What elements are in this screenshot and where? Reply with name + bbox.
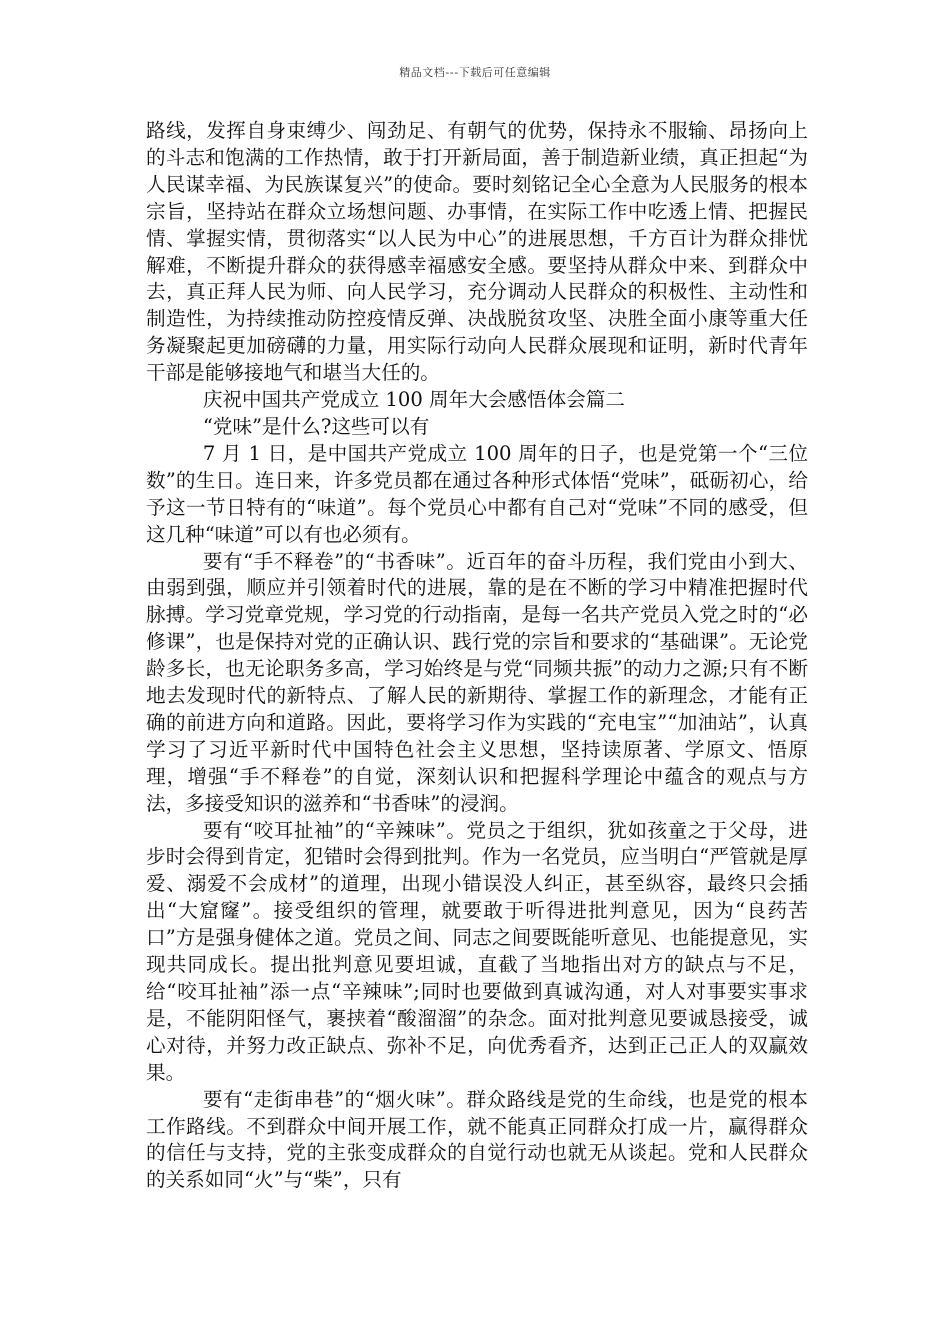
section-subheading: “党味”是什么?这些可以有 bbox=[202, 414, 430, 438]
paragraph-continuation: 路线，发挥自身束缚少、闯劲足、有朝气的优势，保持永不服输、昂扬向上的斗志和饱满的工作热情，敢于打开新局面，善于制造新业绩，真正担起“为人民谋幸福、为民族谋复兴”的使命。要时刻铭记全心全意为人民服务的根本宗旨，坚持站在群众立场想问题、办事情，在实际工作中吃透上情、把握民情、掌握实情，贯彻落实“以人民为中心”的进展思想，千方百计为群众排忧解难，不断提升群众的获得感幸福感安全感。要坚持从群众中来、到群众中去，真正拜人民为师、向人民学习，充分调动人民群众的积极性、主动性和制造性，为持续推动防控疫情反弹、决战脱贫攻坚、决胜全面小康等重大任务凝聚起更加磅礴的力量，用实际行动向人民群众展现和证明，新时代青年干部是能够接地气和堪当大任的。 bbox=[146, 119, 808, 385]
section-heading: 庆祝中国共产党成立 100 周年大会感悟体会篇二 bbox=[202, 388, 625, 412]
paragraph-fireworks-taste: 要有“走街串巷”的“烟火味”。群众路线是党的生命线，也是党的根本工作路线。不到群众中间开展工作，就不能真正同群众打成一片，赢得群众的信任与支持，党的主张变成群众的自觉行动也就无从谈起。党和人民群众的关系如同“火”与“柴”，只有 bbox=[146, 1087, 808, 1192]
paragraph-intro: 7 月 1 日，是中国共产党成立 100 周年的日子，也是党第一个“三位数”的生日。连日来，许多党员都在通过各种形式体悟“党味”，砥砺初心，给予这一节日特有的“味道”。每个党员心中都有自己对“党味”不同的感受，但这几种“味道”可以有也必须有。 bbox=[146, 441, 808, 546]
document-body bbox=[146, 118, 808, 1194]
paragraph-book-fragrance: 要有“手不释卷”的“书香味”。近百年的奋斗历程，我们党由小到大、由弱到强，顺应并引领着时代的进展，靠的是在不断的学习中精准把握时代脉搏。学习党章党规，学习党的行动指南，是每一名共产党员入党之时的“必修课”，也是保持对党的正确认识、践行党的宗旨和要求的“基础课”。无论党龄多长，也无论职务多高，学习始终是与党“同频共振”的动力之源;只有不断地去发现时代的新特点、了解人民的新期待、掌握工作的新理念，才能有正确的前进方向和道路。因此，要将学习作为实践的“充电宝”“加油站”，认真学习了习近平新时代中国特色社会主义思想，坚持读原著、学原文、悟原理，增强“手不释卷”的自觉，深刻认识和把握科学理论中蕴含的观点与方法，多接受知识的滋养和“书香味”的浸润。 bbox=[146, 549, 808, 815]
page-header: 精品文档---下载后可任意编辑 bbox=[399, 66, 551, 79]
paragraph-spicy-taste: 要有“咬耳扯袖”的“辛辣味”。党员之于组织，犹如孩童之于父母，进步时会得到肯定，犯错时会得到批判。作为一名党员，应当明白“严管就是厚爱、溺爱不会成材”的道理，出现小错误没人纠正，甚至纵容，最终只会插出“大窟窿”。接受组织的管理，就要敢于听得进批判意见，因为“良药苦口”方是强身健体之道。党员之间、同志之间要既能听意见、也能提意见，实现共同成长。提出批判意见要坦诚，直截了当地指出对方的缺点与不足，给“咬耳扯袖”添一点“辛辣味”;同时也要做到真诚沟通，对人对事要实事求是，不能阴阳怪气，裹挟着“酸溜溜”的杂念。面对批判意见要诚恳接受，诚心对待，并努力改正缺点、弥补不足，向优秀看齐，达到正己正人的双赢效果。 bbox=[146, 818, 808, 1084]
